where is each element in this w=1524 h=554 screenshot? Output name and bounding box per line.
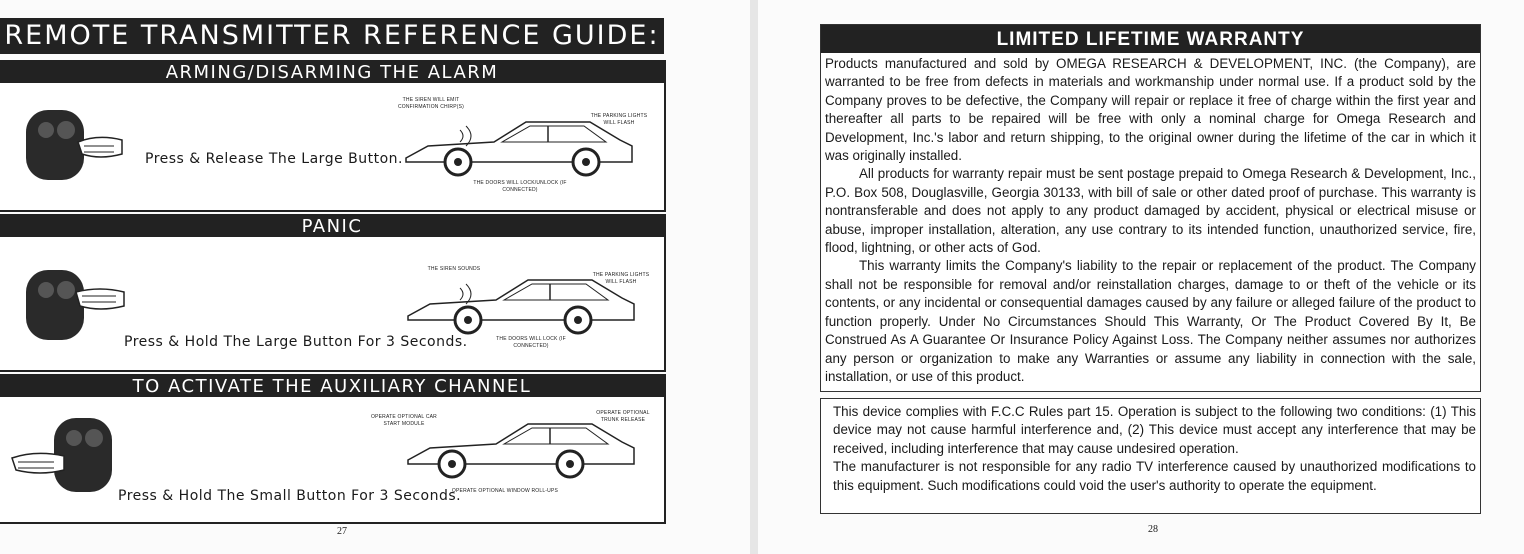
- left-page: [0, 0, 750, 554]
- callout-lights: THE PARKING LIGHTS WILL FLASH: [592, 272, 650, 285]
- callout-siren: THE SIREN SOUNDS: [427, 266, 481, 272]
- remote-fob-icon: [8, 416, 128, 500]
- guide-title: REMOTE TRANSMITTER REFERENCE GUIDE:: [0, 18, 664, 54]
- right-page: [758, 0, 1524, 554]
- warranty-title: LIMITED LIFETIME WARRANTY: [821, 25, 1480, 53]
- callout-doors: THE DOORS WILL LOCK (IF CONNECTED): [496, 336, 566, 349]
- warranty-box: [820, 24, 1481, 392]
- callout-car-start: OPERATE OPTIONAL CAR START MODULE: [371, 414, 437, 427]
- page-number: 27: [337, 526, 347, 537]
- instruction-caption: Press & Hold The Large Button For 3 Seconds.: [124, 334, 468, 350]
- instruction-caption: Press & Release The Large Button.: [145, 151, 403, 167]
- instruction-caption: Press & Hold The Small Button For 3 Seconds.: [118, 488, 462, 504]
- callout-lights: THE PARKING LIGHTS WILL FLASH: [590, 113, 648, 126]
- arming-section: [0, 60, 666, 212]
- fcc-paragraph: This device complies with F.C.C Rules part 15. Operation is subject to the following two conditions: (1) This device may not cause harmful interference and, (2) This device must accept any interference that may be received, including interference that may cause undesired operation.: [833, 404, 1476, 456]
- book-gutter: [750, 0, 758, 554]
- page-number: 28: [1148, 524, 1158, 535]
- car-icon: [400, 276, 640, 346]
- fcc-paragraph: The manufacturer is not responsible for any radio TV interference caused by unauthorized modifications to this equipment. Such modifications could void the user's authority to operate the equipment.: [833, 459, 1476, 493]
- auxiliary-section: [0, 374, 666, 524]
- section-header: TO ACTIVATE THE AUXILIARY CHANNEL: [0, 376, 664, 397]
- warranty-body: [825, 55, 1476, 386]
- remote-fob-icon: [20, 266, 130, 346]
- warranty-paragraph: This warranty limits the Company's liability to the repair or replacement of the product. The Company shall not be responsible for removal and/or reinstallation charges, damage to or theft of the vehicle or its contents, or any incidental or consequential damages caused by any failure or alleged failure of the product to function properly. Under No Circumstances Should This Warranty, Or The Product Covered By It, Be Construed As A Guarantee Or Insurance Policy Against Loss. The Company neither assumes nor authorizes any person or organization to make any Warranties or assume any liability in connection with the sale, installation, or use of this product.: [825, 258, 1476, 384]
- callout-windows: OPERATE OPTIONAL WINDOW ROLL-UPS: [451, 488, 559, 494]
- car-icon: [398, 112, 638, 182]
- section-header: PANIC: [0, 216, 664, 237]
- callout-trunk: OPERATE OPTIONAL TRUNK RELEASE: [596, 410, 650, 423]
- fcc-notice-body: [825, 403, 1476, 495]
- section-header: ARMING/DISARMING THE ALARM: [0, 62, 664, 83]
- fcc-notice-box: [820, 398, 1481, 514]
- car-icon: [400, 420, 640, 490]
- panic-section: [0, 214, 666, 372]
- warranty-paragraph: All products for warranty repair must be sent postage prepaid to Omega Research & Development, Inc., P.O. Box 508, Douglasville, Georgia 30133, with bill of sale or other dated proof of purchase. This warranty is nontransferable and does not apply to any product damaged by accident, physical or electrical misuse or abuse, improper installation, alteration, any use contrary to its intended function, unauthorized service, fire, flood, lightning, or other acts of God.: [825, 166, 1476, 256]
- remote-fob-icon: [18, 106, 128, 186]
- callout-siren: THE SIREN WILL EMIT CONFIRMATION CHIRP(S): [397, 97, 465, 110]
- callout-doors: THE DOORS WILL LOCK/UNLOCK (IF CONNECTED): [473, 180, 567, 193]
- warranty-paragraph: Products manufactured and sold by OMEGA RESEARCH & DEVELOPMENT, INC. (the Company), are warranted to be free from defects in materials and workmanship under normal use. If a product sold by the Company proves to be defective, the Company will repair or replace it free of charge within the first year and thereafter all parts to be repaired will be free with only a nominal charge for Omega Research and Development, Inc.'s labor and return shipping, to the original owner during the lifetime of the car in which it was originally installed.: [825, 56, 1476, 164]
